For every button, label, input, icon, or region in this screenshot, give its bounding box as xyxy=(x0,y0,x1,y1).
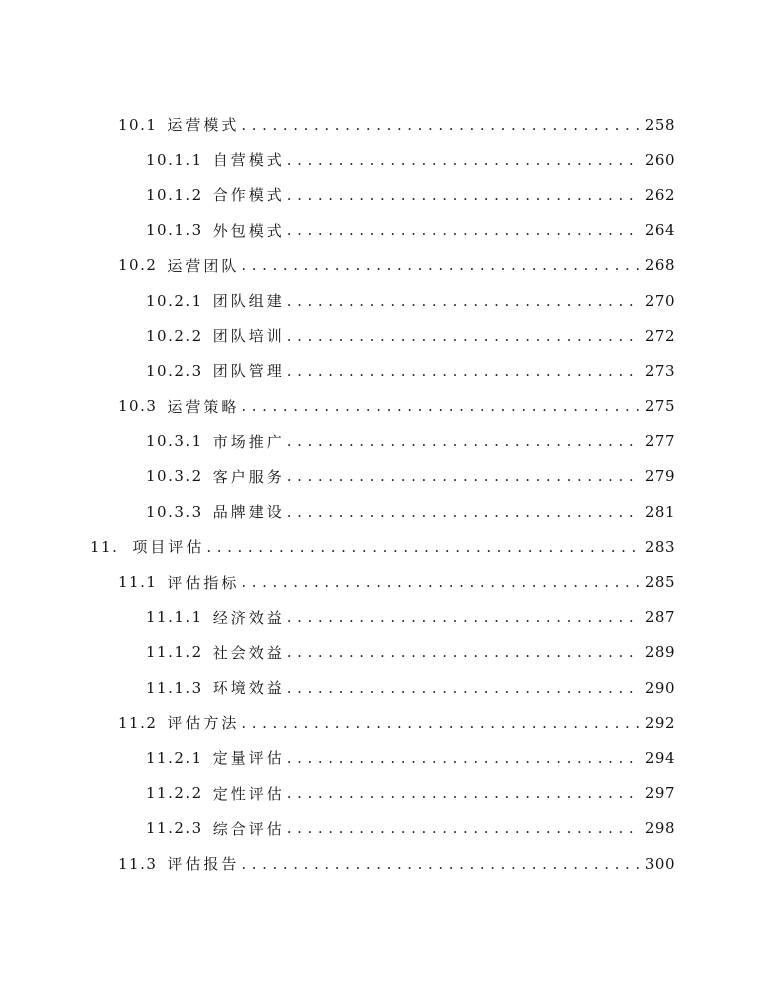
toc-entry-page: 300 xyxy=(644,854,675,873)
toc-entry[interactable] xyxy=(0,213,765,248)
toc-entry-page: 260 xyxy=(644,150,675,169)
toc-entry-number: 10.2.3 xyxy=(146,361,203,380)
toc-entry-page: 277 xyxy=(644,432,675,451)
toc-entry-content xyxy=(118,712,765,733)
dot-leader xyxy=(287,362,639,380)
toc-entry-number: 11.2.2 xyxy=(146,784,203,803)
toc-entry-content xyxy=(146,783,765,804)
toc-entry-title: 市场推广 xyxy=(212,432,285,451)
toc-entry-number: 11. xyxy=(90,537,119,556)
toc-entry-number: 11.2.1 xyxy=(146,748,203,767)
dot-leader xyxy=(206,538,638,556)
toc-entry-title: 团队组建 xyxy=(212,292,285,311)
toc-entry-number: 11.2 xyxy=(118,713,158,732)
toc-entry-page: 270 xyxy=(644,291,675,310)
dot-leader xyxy=(287,503,639,521)
toc-entry-title: 社会效益 xyxy=(212,643,285,662)
toc-entry-number: 10.1.1 xyxy=(146,150,203,169)
toc-entry-title: 合作模式 xyxy=(212,186,285,205)
toc-entry[interactable] xyxy=(0,776,765,811)
toc-entry-content xyxy=(146,220,765,241)
dot-leader xyxy=(241,714,638,732)
toc-entry[interactable] xyxy=(0,248,765,283)
toc-entry-content xyxy=(146,431,765,452)
toc-entry-title: 评估指标 xyxy=(167,573,240,592)
dot-leader xyxy=(287,221,639,239)
toc-entry-content xyxy=(146,607,765,628)
toc-entry-number: 11.3 xyxy=(118,854,158,873)
toc-entry-content xyxy=(118,572,765,593)
toc-entry-content xyxy=(146,290,765,311)
toc-entry-page: 268 xyxy=(644,256,675,275)
toc-entry-content xyxy=(118,255,765,276)
toc-entry-number: 10.1 xyxy=(118,115,158,134)
toc-entry-content xyxy=(146,818,765,839)
toc-entry-page: 294 xyxy=(644,748,675,767)
toc-entry-number: 10.3.3 xyxy=(146,502,203,521)
toc-entry[interactable] xyxy=(0,142,765,177)
toc-entry-title: 运营团队 xyxy=(167,256,240,275)
dot-leader xyxy=(287,819,639,837)
toc-entry-page: 285 xyxy=(644,573,675,592)
toc-entry-page: 298 xyxy=(644,819,675,838)
toc-entry-page: 297 xyxy=(644,784,675,803)
toc-entry-content xyxy=(90,536,765,557)
toc-entry-page: 279 xyxy=(644,467,675,486)
toc-entry-page: 273 xyxy=(644,361,675,380)
toc-entry-number: 11.2.3 xyxy=(146,819,203,838)
toc-entry-number: 10.2.1 xyxy=(146,291,203,310)
toc-entry-number: 10.1.3 xyxy=(146,221,203,240)
toc-entry-content xyxy=(146,501,765,522)
toc-entry[interactable] xyxy=(0,600,765,635)
dot-leader xyxy=(241,397,638,415)
toc-entry-title: 团队培训 xyxy=(212,327,285,346)
toc-entry[interactable] xyxy=(0,177,765,212)
toc-entry-number: 10.3 xyxy=(118,397,158,416)
toc-entry[interactable] xyxy=(0,740,765,775)
toc-entry-content xyxy=(146,149,765,170)
toc-entry-content xyxy=(118,114,765,135)
toc-entry[interactable] xyxy=(0,494,765,529)
toc-entry[interactable] xyxy=(0,529,765,564)
dot-leader xyxy=(287,186,639,204)
toc-entry-page: 258 xyxy=(644,115,675,134)
toc-entry-title: 评估报告 xyxy=(167,855,240,874)
toc-entry-title: 客户服务 xyxy=(212,467,285,486)
toc-entry-number: 10.2 xyxy=(118,256,158,275)
toc-entry-page: 272 xyxy=(644,326,675,345)
toc-entry-title: 环境效益 xyxy=(212,679,285,698)
dot-leader xyxy=(287,643,639,661)
toc-entry-page: 283 xyxy=(644,537,675,556)
toc-entry[interactable] xyxy=(0,670,765,705)
toc-entry-page: 292 xyxy=(644,713,675,732)
toc-entry[interactable] xyxy=(0,107,765,142)
toc-entry[interactable] xyxy=(0,635,765,670)
toc-entry-page: 289 xyxy=(644,643,675,662)
toc-entry-title: 定量评估 xyxy=(212,749,285,768)
toc-entry-title: 外包模式 xyxy=(212,221,285,240)
toc-entry-page: 290 xyxy=(644,678,675,697)
toc-entry-page: 287 xyxy=(644,608,675,627)
toc-entry[interactable] xyxy=(0,353,765,388)
toc-entry-content xyxy=(146,677,765,698)
toc-entry-page: 262 xyxy=(644,185,675,204)
dot-leader xyxy=(241,116,638,134)
toc-entry-title: 运营策略 xyxy=(167,397,240,416)
toc-entry-title: 自营模式 xyxy=(212,151,285,170)
toc-entry-number: 10.2.2 xyxy=(146,326,203,345)
toc-entry-title: 团队管理 xyxy=(212,362,285,381)
toc-entry-title: 定性评估 xyxy=(212,784,285,803)
dot-leader xyxy=(287,432,639,450)
toc-entry-page: 281 xyxy=(644,502,675,521)
toc-entry[interactable] xyxy=(0,705,765,740)
toc-entry-title: 经济效益 xyxy=(212,608,285,627)
toc-entry-number: 10.3.1 xyxy=(146,432,203,451)
dot-leader xyxy=(287,679,639,697)
dot-leader xyxy=(287,749,639,767)
dot-leader xyxy=(241,855,638,873)
toc-entry-content xyxy=(146,466,765,487)
toc-entry-content xyxy=(118,853,765,874)
toc-entry-number: 11.1.2 xyxy=(146,643,203,662)
toc-entry-title: 运营模式 xyxy=(167,116,240,135)
dot-leader xyxy=(241,573,638,591)
dot-leader xyxy=(287,151,639,169)
toc-entry[interactable] xyxy=(0,564,765,599)
toc-entry-content xyxy=(146,184,765,205)
toc-entry-content xyxy=(146,747,765,768)
toc-entry-content xyxy=(146,642,765,663)
toc-entry[interactable] xyxy=(0,811,765,846)
toc-entry-number: 11.1.1 xyxy=(146,608,203,627)
toc-entry-number: 11.1 xyxy=(118,573,158,592)
toc-entry-title: 评估方法 xyxy=(167,714,240,733)
toc-entry-number: 10.3.2 xyxy=(146,467,203,486)
toc-entry[interactable] xyxy=(0,846,765,881)
toc-entry[interactable] xyxy=(0,318,765,353)
toc-entry-number: 11.1.3 xyxy=(146,678,203,697)
toc-entry-title: 项目评估 xyxy=(132,538,205,557)
toc-entry-title: 综合评估 xyxy=(212,819,285,838)
toc-entry[interactable] xyxy=(0,424,765,459)
toc-entry[interactable] xyxy=(0,389,765,424)
toc-entry-page: 264 xyxy=(644,221,675,240)
dot-leader xyxy=(287,327,639,345)
toc-entry-title: 品牌建设 xyxy=(212,503,285,522)
dot-leader xyxy=(241,256,638,274)
toc-entry-content xyxy=(118,396,765,417)
dot-leader xyxy=(287,292,639,310)
toc-entry-page: 275 xyxy=(644,397,675,416)
toc-entry[interactable] xyxy=(0,283,765,318)
toc-entry-number: 10.1.2 xyxy=(146,185,203,204)
toc-entry-content xyxy=(146,360,765,381)
dot-leader xyxy=(287,467,639,485)
dot-leader xyxy=(287,784,639,802)
toc-entry-content xyxy=(146,325,765,346)
table-of-contents xyxy=(0,107,765,881)
toc-entry[interactable] xyxy=(0,459,765,494)
dot-leader xyxy=(287,608,639,626)
